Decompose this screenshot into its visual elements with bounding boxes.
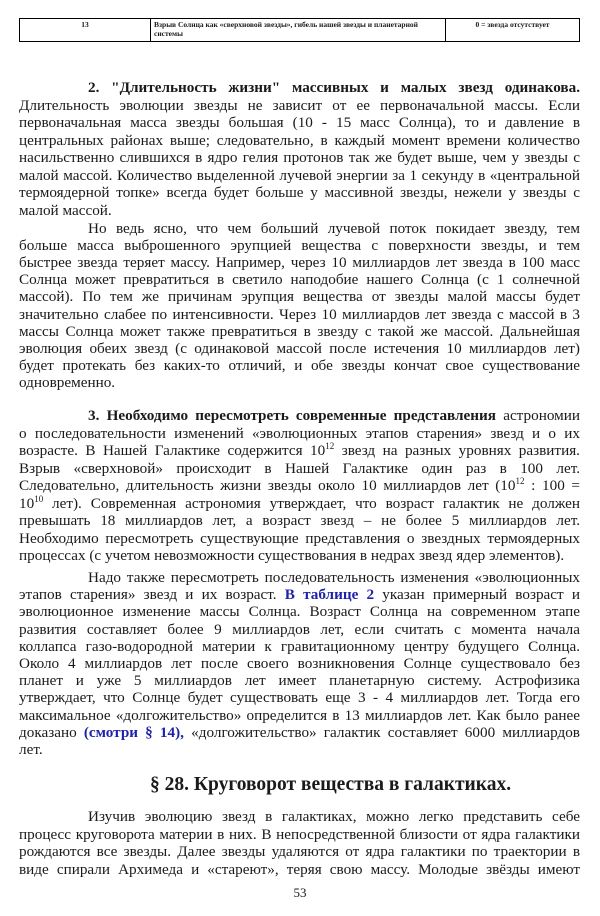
text-run: «долгожительство» галактик составляет 6000 миллиардов xyxy=(183,723,580,741)
text-run: 10 xyxy=(19,494,35,512)
text-run: массы Солнца может также превратиться в звезду с такой же массой. Дальнейшая xyxy=(19,322,580,340)
text-run: лет. xyxy=(19,741,43,759)
text-run: процесс круговорота материи в них. В непосредственной близости от ядра галактики xyxy=(19,825,580,843)
text-line xyxy=(19,638,580,655)
text-run: Надо также пересмотреть последовательность изменения «эволюционных xyxy=(88,569,580,586)
text-line xyxy=(19,357,580,374)
text-run: : 100 = xyxy=(524,477,580,494)
text-run: одновременно. xyxy=(19,374,116,392)
text-run: будет протекать без каких-то отличий, и обе звезды кончат свое существование xyxy=(19,357,580,375)
text-line xyxy=(19,495,580,513)
text-line xyxy=(19,477,580,495)
text-line xyxy=(19,425,580,443)
text-run: превышать 18 миллиардов лет, а возраст звезд – не более 5 миллиардов лет. xyxy=(19,512,580,529)
text-run: процессах (с учетом невозможности существования в недрах звезд ядер элементов). xyxy=(19,547,565,564)
text-run: звезд на разных уровнях развития. xyxy=(334,442,580,459)
text-run: эволюционное изменение массы Солнца. Возраст Солнца на современном этапе xyxy=(19,603,580,621)
text-run: этапов старения» звезд и их возраст. xyxy=(19,586,285,604)
paragraph-revise-views xyxy=(19,407,580,565)
text-line xyxy=(19,512,580,530)
text-run: возрасте. В Нашей Галактике содержится 10 xyxy=(19,442,326,459)
table-row xyxy=(19,18,580,42)
text-run: коллапса газо-водородной материи к гравитационному центру будущего Солнца. xyxy=(19,637,580,655)
text-line xyxy=(19,254,580,271)
paragraph-matter-cycle xyxy=(19,808,580,879)
text-line xyxy=(19,603,580,620)
section-title: § 28. Круговорот вещества в галактиках. xyxy=(150,774,512,795)
text-run: малой массой. xyxy=(19,201,112,219)
text-run: максимальное «долгожительство» определится в 13 миллиардов лет. Как было ранее xyxy=(19,706,580,724)
text-run: указан примерный возраст и xyxy=(374,586,580,604)
text-line xyxy=(19,184,580,202)
text-line xyxy=(19,306,580,323)
text-line xyxy=(19,672,580,689)
text-run: доказано xyxy=(19,723,84,741)
text-run: термоядерной топке» всегда будет больше у массивной звезды, нежели у звезды с xyxy=(19,184,580,201)
text-line xyxy=(19,407,580,425)
text-run: больше масса выброшенного эрупцией вещества с поверхности звезды, и тем xyxy=(19,236,580,254)
text-run: Следовательно, длительность жизни звезды около 10 миллиардов лет (10 xyxy=(19,477,516,494)
text-run: Длительность эволюции звезды не зависит от ее первоначальной массы. Если xyxy=(19,96,580,114)
text-line xyxy=(19,569,580,586)
text-line xyxy=(19,655,580,672)
exponent: 12 xyxy=(325,442,335,451)
text-line xyxy=(19,220,580,237)
text-run: планет и уже 5 миллиардов лет имеет планетарную систему. Астрофизика xyxy=(19,672,580,690)
bold-heading-text: 3. Необходимо пересмотреть современные представления xyxy=(88,407,497,424)
text-line xyxy=(19,132,580,150)
text-run: рождаются все звезды. Далее звезды удаляются от ядра галактики по траектории в xyxy=(19,843,580,861)
text-run: центральных районах выше; следовательно, в каждый момент времени количество xyxy=(19,131,580,149)
text-run: Но ведь ясно, что чем больший лучевой поток покидает звезду, тем xyxy=(88,219,580,237)
text-run: Необходимо пересмотреть существующие представления о звездных термоядерных xyxy=(19,529,580,547)
text-run: малой массой. Количество выделенной лучевой энергии за 1 секунду в «центральной xyxy=(19,166,580,184)
text-run: Изучив эволюцию звезд в галактиках, можно легко представить себе xyxy=(88,808,580,825)
text-line xyxy=(19,167,580,185)
table-cell-description: Взрыв Солнца как «сверхновой звезды», гибель нашей звезды и планетарной системы xyxy=(151,19,446,41)
text-run: Около 4 миллиардов лет после своего возникновения Солнце существовало без xyxy=(19,655,580,673)
text-line xyxy=(19,724,580,741)
text-line xyxy=(19,237,580,254)
text-line xyxy=(19,149,580,167)
text-line xyxy=(19,861,580,879)
text-line xyxy=(19,460,580,478)
paragraph-lifetime xyxy=(19,79,580,219)
text-line xyxy=(19,288,580,305)
paragraph-sun-age xyxy=(19,569,580,758)
text-line xyxy=(19,323,580,340)
table-cell-value: 0 = звезда отсутствует xyxy=(475,20,550,29)
text-line xyxy=(19,530,580,548)
bold-heading-text: 2. "Длительность жизни" массивных и малых звезд одинакова. xyxy=(88,79,580,96)
text-line xyxy=(19,843,580,861)
exponent: 12 xyxy=(515,477,525,486)
text-run: виде спирали Архимеда и «стареют», теряя свою массу. Молодые звёзды имеют xyxy=(19,861,580,879)
text-line xyxy=(19,741,580,758)
text-line xyxy=(19,547,580,565)
cross-reference-link[interactable]: В таблице 2 xyxy=(284,586,375,604)
text-line xyxy=(19,808,580,826)
text-line xyxy=(19,271,580,288)
text-run: быстрее звезда теряет массу. Например, через 10 миллиардов лет звезда в 100 масс xyxy=(19,253,580,271)
text-line xyxy=(19,79,580,97)
text-run: лет). Современная астрономия утверждает, что возраст галактик не должен xyxy=(43,494,580,512)
text-line xyxy=(19,707,580,724)
text-run: первоначальная масса звезды большая (10 - 15 масс Солнца), то и давление в xyxy=(19,114,580,131)
text-line xyxy=(19,374,580,391)
text-line xyxy=(19,97,580,115)
text-run: Солнца может превратиться в светило наподобие нашего Солнца (с 1 солнечной xyxy=(19,271,580,289)
table-cell-number: 13 xyxy=(20,19,151,41)
page-number: 53 xyxy=(293,885,307,900)
text-run: астрономии xyxy=(496,407,580,424)
text-line xyxy=(19,689,580,706)
text-run: эволюция обеих звезд (с одинаковой массой после истечения 10 миллиардов лет) xyxy=(19,339,580,357)
text-line xyxy=(19,202,580,220)
text-run: значительно слабее по интенсивности. Через 10 миллиардов лет звезда с массой в 3 xyxy=(19,305,580,323)
text-run: развития составляет более 9 миллиардов лет, если считать с момента начала xyxy=(19,620,580,638)
text-line xyxy=(19,442,580,460)
exponent: 10 xyxy=(34,494,44,504)
text-line xyxy=(19,586,580,603)
paragraph-mass-loss xyxy=(19,220,580,392)
text-line xyxy=(19,621,580,638)
text-line xyxy=(19,340,580,357)
text-line xyxy=(19,826,580,844)
text-line xyxy=(19,114,580,132)
text-run: насильственно слившихся в ядро гелия протонов так же будет выше, чем у звезды с xyxy=(19,149,580,166)
cross-reference-link[interactable]: (смотри § 14), xyxy=(83,723,184,741)
text-run: Взрыв «сверхновой» происходит в Нашей Галактике один раз в 100 лет. xyxy=(19,459,580,477)
text-run: о последовательности изменений «эволюционных этапов старения» звезд и о их xyxy=(19,424,580,442)
text-run: массой). По тем же причинам эрупция вещества от звезды малой массы будет xyxy=(19,288,580,306)
text-run: утверждает, что Солнце будет существовать еще 3 - 4 миллиардов лет. Тогда его xyxy=(19,689,580,707)
